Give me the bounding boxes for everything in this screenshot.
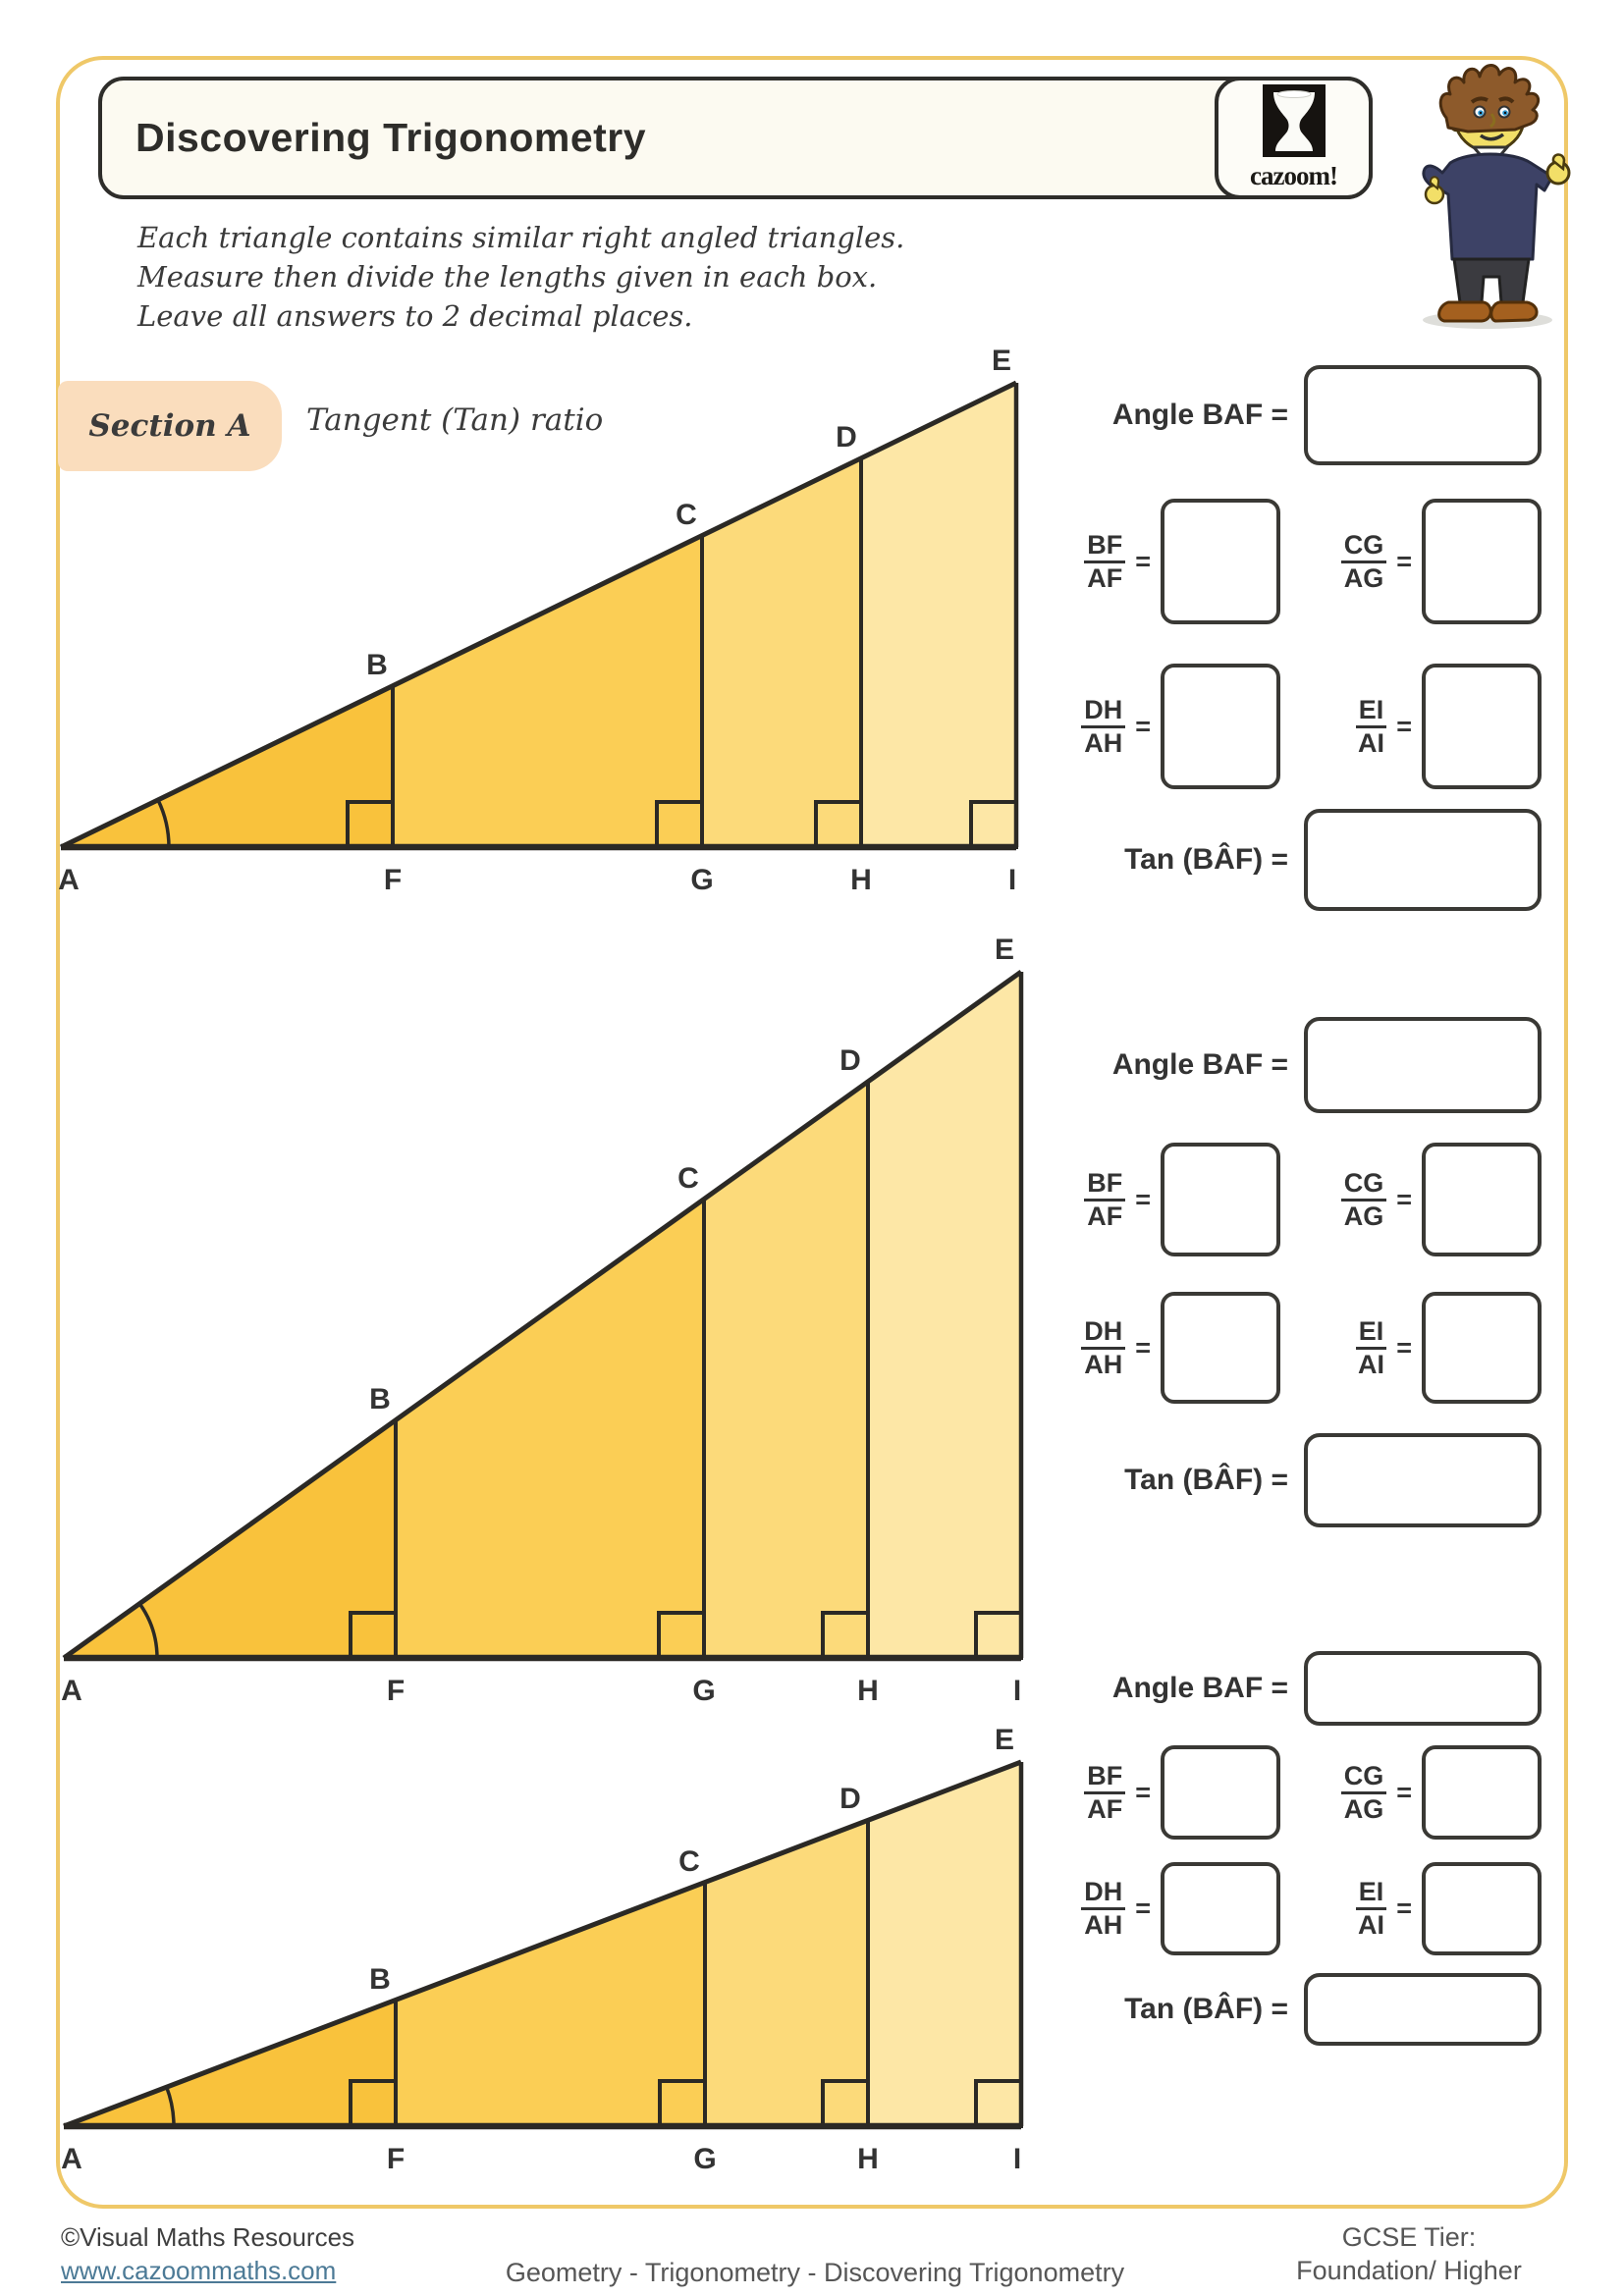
vertex-label-b: B (369, 1963, 391, 1996)
answer-cell-ei-ai-1: $\frac{EI}{AI}$ = (1327, 664, 1542, 789)
vertex-label-a: A (61, 2143, 82, 2174)
t2-cg-ag-box[interactable] (1422, 1143, 1542, 1256)
vertex-label-f: F (386, 1675, 406, 1707)
t1-dh-ah-box[interactable] (1161, 664, 1280, 789)
footer-tier (1232, 2220, 1586, 2287)
fraction-cg-ag: $\frac{CG}{AG}$ (1341, 1169, 1387, 1230)
tan-baf-label: Tan (BÂF) = (1124, 1993, 1288, 2025)
fraction-bf-af: $\frac{BF}{AF}$ (1084, 531, 1125, 592)
vertex-label-g: G (693, 2143, 717, 2174)
copyright-text: ©Visual Maths Resources (61, 2222, 355, 2252)
fraction-cg-ag: $\frac{CG}{AG}$ (1341, 1762, 1387, 1823)
t2-ei-ai-box[interactable] (1422, 1292, 1542, 1404)
t3-bf-af-box[interactable] (1161, 1745, 1280, 1840)
cazoom-vase-icon (1260, 84, 1328, 159)
answer-row-tan-3 (1060, 1973, 1542, 2046)
t1-bf-af-box[interactable] (1161, 499, 1280, 624)
triangle-diagram-2 (39, 923, 1060, 1708)
vertex-label-g: G (692, 1675, 716, 1707)
vertex-label-c: C (676, 499, 697, 531)
t3-angle-baf-box[interactable] (1304, 1651, 1542, 1726)
vertex-label-f: F (386, 2143, 406, 2174)
vertex-label-b: B (369, 1383, 391, 1415)
vertex-label-a: A (61, 1675, 82, 1707)
answer-cell-bf-af-2: $\frac{BF}{AF}$ = (1060, 1143, 1280, 1256)
answer-cell-bf-af-3: $\frac{BF}{AF}$ = (1060, 1745, 1280, 1840)
t3-tan-baf-box[interactable] (1304, 1973, 1542, 2046)
vertex-label-g: G (690, 864, 714, 896)
vertex-label-e: E (994, 934, 1015, 966)
angle-baf-label: Angle BAF = (1111, 1672, 1288, 1704)
footer-left (61, 2220, 354, 2287)
fraction-bf-af: $\frac{BF}{AF}$ (1084, 1169, 1125, 1230)
answer-row-tan-1 (1060, 809, 1542, 911)
angle-baf-label: Angle BAF = (1111, 1048, 1288, 1081)
triangle-band (868, 1762, 1021, 2126)
t2-tan-baf-box[interactable] (1304, 1433, 1542, 1527)
header (98, 77, 1373, 199)
vertex-label-e: E (994, 1724, 1015, 1756)
fraction-dh-ah: $\frac{DH}{AH}$ (1081, 1317, 1125, 1378)
t3-dh-ah-box[interactable] (1161, 1862, 1280, 1955)
fraction-ei-ai: $\frac{EI}{AI}$ (1356, 1317, 1387, 1378)
fraction-bf-af: $\frac{BF}{AF}$ (1084, 1762, 1125, 1823)
fraction-cg-ag: $\frac{CG}{AG}$ (1341, 531, 1387, 592)
fraction-ei-ai: $\frac{EI}{AI}$ (1356, 1878, 1387, 1939)
t1-cg-ag-box[interactable] (1422, 499, 1542, 624)
triangle-band (396, 1200, 704, 1658)
triangle-diagram-3 (39, 1713, 1060, 2174)
fraction-dh-ah: $\frac{DH}{AH}$ (1081, 1878, 1125, 1939)
vertex-label-i: I (1012, 1675, 1022, 1707)
t2-dh-ah-box[interactable] (1161, 1292, 1280, 1404)
instruction-line-2: Measure then divide the lengths given in each box. (137, 260, 878, 294)
tan-baf-label: Tan (BÂF) = (1124, 843, 1288, 876)
t1-angle-baf-box[interactable] (1304, 365, 1542, 465)
angle-baf-label: Angle BAF = (1111, 399, 1288, 431)
vertex-label-d: D (839, 1044, 861, 1077)
mascot-hair (1440, 66, 1538, 133)
mascot-illustration (1389, 57, 1591, 332)
tier-value: Foundation/ Higher (1296, 2256, 1522, 2285)
cazoommaths-link[interactable]: www.cazoommaths.com (61, 2256, 337, 2285)
vertex-label-c: C (677, 1162, 699, 1195)
mascot-sweater (1424, 154, 1552, 259)
section-subtitle: Tangent (Tan) ratio (306, 402, 604, 438)
vertex-label-f: F (383, 864, 403, 896)
answer-cell-cg-ag-3: $\frac{CG}{AG}$ = (1327, 1745, 1542, 1840)
answer-cell-ei-ai-3: $\frac{EI}{AI}$ = (1327, 1862, 1542, 1955)
answer-cell-cg-ag-2: $\frac{CG}{AG}$ = (1327, 1143, 1542, 1256)
answer-cell-dh-ah-2: $\frac{DH}{AH}$ = (1060, 1292, 1280, 1404)
vertex-label-h: H (850, 864, 872, 896)
triangle-band (861, 383, 1016, 847)
answer-row-angle-3 (1060, 1651, 1542, 1726)
triangle-band (868, 972, 1021, 1658)
answer-cell-ei-ai-2: $\frac{EI}{AI}$ = (1327, 1292, 1542, 1404)
vertex-label-d: D (836, 421, 857, 454)
page-title: Discovering Trigonometry (135, 115, 647, 160)
vertex-label-h: H (857, 2143, 879, 2174)
vertex-label-d: D (839, 1783, 861, 1815)
answer-row-angle-2 (1060, 1017, 1542, 1113)
tan-baf-label: Tan (BÂF) = (1124, 1464, 1288, 1496)
triangle-band (702, 458, 861, 847)
cazoom-logo (1215, 77, 1373, 199)
answer-cell-dh-ah-3: $\frac{DH}{AH}$ = (1060, 1862, 1280, 1955)
instruction-line-1: Each triangle contains similar right angled triangles. (137, 221, 905, 254)
vertex-label-a: A (58, 864, 80, 896)
answer-row-angle-1 (1060, 365, 1542, 465)
vertex-label-h: H (857, 1675, 879, 1707)
t3-ei-ai-box[interactable] (1422, 1862, 1542, 1955)
vertex-label-e: E (991, 345, 1012, 377)
vertex-label-i: I (1012, 2143, 1022, 2174)
answer-cell-cg-ag-1: $\frac{CG}{AG}$ = (1327, 499, 1542, 624)
instruction-line-3: Leave all answers to 2 decimal places. (137, 299, 693, 333)
vertex-label-b: B (366, 649, 388, 681)
instructions (137, 218, 982, 336)
fraction-ei-ai: $\frac{EI}{AI}$ (1356, 696, 1387, 757)
answer-row-tan-2 (1060, 1433, 1542, 1527)
tier-label: GCSE Tier: (1341, 2222, 1477, 2252)
t2-angle-baf-box[interactable] (1304, 1017, 1542, 1113)
t1-ei-ai-box[interactable] (1422, 664, 1542, 789)
t1-tan-baf-box[interactable] (1304, 809, 1542, 911)
answer-cell-dh-ah-1: $\frac{DH}{AH}$ = (1060, 664, 1280, 789)
vertex-label-c: C (678, 1845, 700, 1878)
t2-bf-af-box[interactable] (1161, 1143, 1280, 1256)
footer-breadcrumb: Geometry - Trigonometry - Discovering Trigonometry (505, 2258, 1125, 2287)
t3-cg-ag-box[interactable] (1422, 1745, 1542, 1840)
cazoom-logo-text: cazoom! (1250, 161, 1337, 190)
fraction-dh-ah: $\frac{DH}{AH}$ (1081, 696, 1125, 757)
triangle-diagram-1 (39, 334, 1060, 903)
triangle-band (704, 1082, 868, 1658)
section-a-label: Section A (88, 408, 251, 444)
answer-cell-bf-af-1: $\frac{BF}{AF}$ = (1060, 499, 1280, 624)
vertex-label-i: I (1007, 864, 1017, 896)
